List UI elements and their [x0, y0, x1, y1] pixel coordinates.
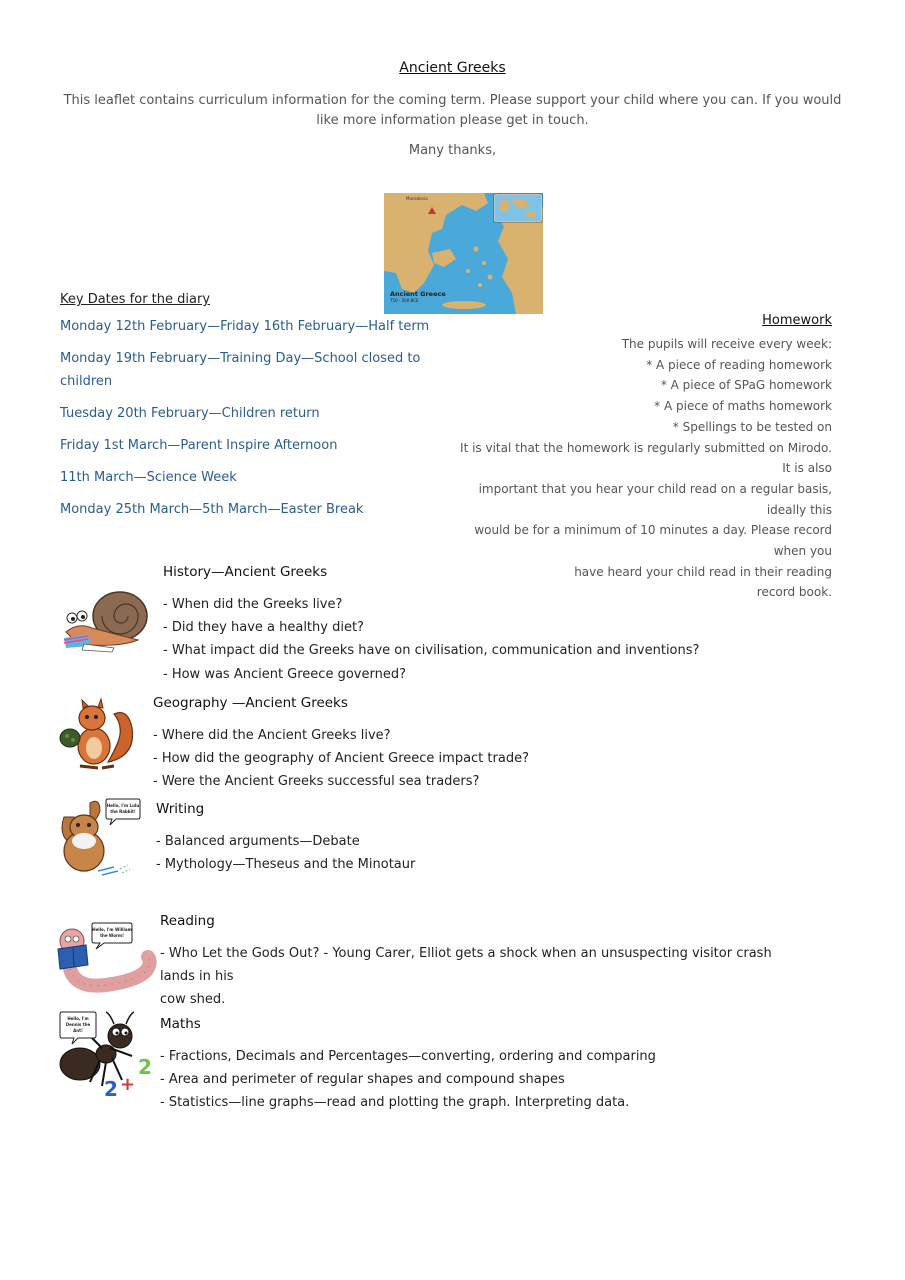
map-subtitle: 750 - 500 BCE: [390, 298, 419, 303]
ant-icon: [56, 1008, 156, 1101]
ant-bubble-line-1: Hello, I'm: [67, 1016, 89, 1021]
map-title: Ancient Greece: [390, 290, 446, 298]
number-2-blue: 2: [104, 1077, 118, 1101]
key-dates-list: [60, 315, 445, 530]
list-item: - Mythology—Theseus and the Minotaur: [156, 857, 416, 873]
homework-line: important that you hear your child read on a regular basis, ideally this: [478, 481, 832, 517]
homework-line: * A piece of maths homework: [654, 399, 832, 414]
homework-line: * Spellings to be tested on: [672, 419, 832, 434]
map-of-greece-image: [384, 193, 543, 314]
homework-line: It is vital that the homework is regularly submitted on Mirodo. It is also: [460, 440, 832, 476]
homework-line: have heard your child read in their reading: [574, 564, 832, 579]
list-item: - Where did the Ancient Greeks live?: [153, 728, 391, 743]
worm-icon: [56, 919, 154, 991]
list-item: - Who Let the Gods Out? - Young Carer, Elliot gets a shock when an unsuspecting visitor crash lands in his: [160, 946, 772, 985]
plus-sign-red: +: [120, 1074, 136, 1095]
list-item: - Balanced arguments—Debate: [156, 834, 360, 849]
writing-title: Writing: [156, 801, 205, 817]
homework-text: [452, 334, 832, 603]
ant-bubble-line-2: Dennis the: [65, 1022, 91, 1027]
maths-title: Maths: [160, 1016, 201, 1032]
writing-list: [156, 830, 415, 876]
history-title: History—Ancient Greeks: [163, 564, 328, 580]
rabbit-bubble-line-1: Hello, I'm Lulu: [106, 803, 140, 808]
squirrel-icon: [58, 698, 136, 770]
homework-line: would be for a minimum of 10 minutes a day. Please record when you: [474, 523, 832, 559]
ant-bubble-line-3: Ant!: [73, 1028, 83, 1033]
thanks-text: Many thanks,: [408, 143, 497, 158]
rabbit-icon: [56, 795, 142, 879]
homework-line: * A piece of reading homework: [646, 357, 832, 372]
worm-bubble-line-1: Hello, I'm William: [92, 927, 132, 932]
list-item: - How was Ancient Greece governed?: [163, 666, 406, 682]
key-date-item: Monday 12th February—Friday 16th February—Half term: [60, 319, 430, 334]
reading-list: [160, 942, 800, 1012]
geography-list: [153, 724, 529, 794]
homework-line: * A piece of SPaG homework: [660, 378, 832, 393]
geography-title: Geography —Ancient Greeks: [153, 695, 348, 711]
list-item: - Were the Ancient Greeks successful sea traders?: [153, 774, 480, 790]
list-item: - Fractions, Decimals and Percentages—converting, ordering and comparing: [160, 1049, 656, 1064]
snail-icon: [58, 588, 150, 654]
homework-line: The pupils will receive every week:: [621, 337, 832, 351]
reading-title: Reading: [160, 913, 215, 929]
key-dates-title: Key Dates for the diary: [60, 292, 211, 307]
list-item: - When did the Greeks live?: [163, 597, 343, 612]
maths-list: [160, 1045, 656, 1115]
worm-bubble-line-2: the Worm!: [100, 933, 124, 938]
list-item: - What impact did the Greeks have on civilisation, communication and inventions?: [163, 643, 700, 659]
key-date-item: Monday 25th March—5th March—Easter Break: [60, 502, 364, 517]
map-label: Macedonia: [406, 196, 428, 201]
list-item: cow shed.: [160, 992, 226, 1008]
homework-title: Homework: [762, 313, 832, 328]
homework-line: record book.: [756, 585, 832, 600]
list-item: - Statistics—line graphs—read and plotting the graph. Interpreting data.: [160, 1095, 630, 1111]
list-item: - Did they have a healthy diet?: [163, 620, 364, 636]
key-date-item: Tuesday 20th February—Children return: [60, 406, 320, 421]
key-date-item: 11th March—Science Week: [60, 470, 237, 485]
rabbit-bubble-line-2: the Rabbit!: [110, 809, 136, 814]
list-item: - How did the geography of Ancient Greece impact trade?: [153, 751, 529, 767]
list-item: - Area and perimeter of regular shapes and compound shapes: [160, 1072, 565, 1088]
key-date-item: Friday 1st March—Parent Inspire Afternoon: [60, 438, 338, 453]
key-date-item: Monday 19th February—Training Day—School closed to children: [60, 351, 421, 389]
leaflet-title: Ancient Greeks: [399, 60, 506, 76]
number-2-green: 2: [138, 1055, 152, 1079]
intro-text: This leaflet contains curriculum information for the coming term. Please support your child where you can. If you would like more information please get in touch.: [63, 93, 842, 128]
history-list: [163, 593, 699, 686]
